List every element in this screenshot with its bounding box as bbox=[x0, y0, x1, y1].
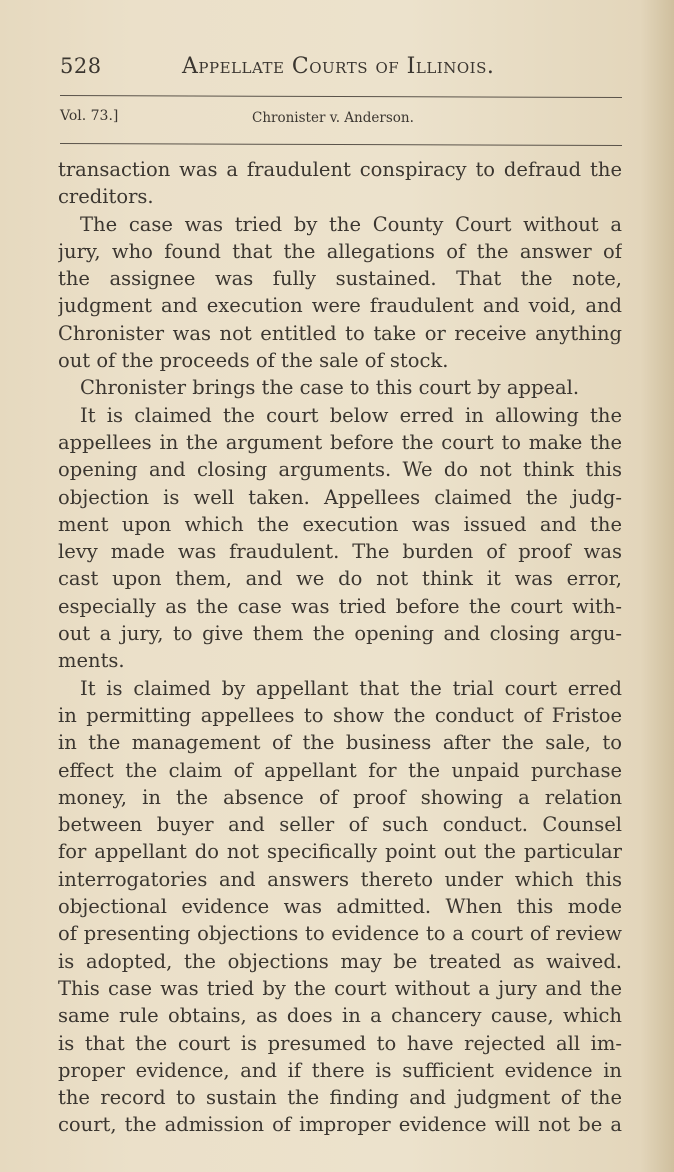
text-line: court, the admission of improper evidence will not be a bbox=[58, 1113, 622, 1137]
case-header bbox=[60, 108, 620, 134]
text-line: proper evidence, and if there is sufficient evidence in bbox=[58, 1058, 622, 1082]
text-line: out of the proceeds of the sale of stock. bbox=[58, 349, 449, 373]
opinion-text bbox=[58, 156, 622, 1139]
page-header bbox=[60, 54, 620, 88]
text-line: the assignee was fully sustained. That the note, bbox=[58, 267, 622, 291]
text-line: objection is well taken. Appellees claimed the judg- bbox=[58, 485, 622, 509]
text-line: jury, who found that the allegations of the answer of bbox=[58, 239, 622, 263]
text-line: creditors. bbox=[58, 185, 154, 209]
volume-label: Vol. 73.] bbox=[60, 108, 119, 124]
text-line: in the management of the business after the sale, to bbox=[58, 731, 622, 755]
text-line: It is claimed the court below erred in allowing the bbox=[80, 403, 622, 427]
text-line: This case was tried by the court without a jury and the bbox=[58, 976, 622, 1000]
subheader-rule bbox=[60, 143, 622, 146]
text-line: Chronister brings the case to this court by appeal. bbox=[80, 376, 580, 400]
text-line: money, in the absence of proof showing a relation bbox=[58, 785, 622, 809]
text-line: judgment and execution were fraudulent and void, and bbox=[58, 294, 622, 318]
text-line: transaction was a fraudulent conspiracy to defraud the bbox=[58, 158, 622, 181]
text-line: of presenting objections to evidence to a court of review bbox=[58, 922, 622, 946]
text-line: the record to sustain the finding and judgment of the bbox=[58, 1086, 622, 1110]
text-line: effect the claim of appellant for the unpaid purchase bbox=[58, 758, 622, 782]
text-line: appellees in the argument before the court to make the bbox=[58, 430, 622, 454]
text-line: It is claimed by appellant that the trial court erred bbox=[80, 676, 622, 700]
text-line: cast upon them, and we do not think it was error, bbox=[58, 567, 622, 591]
case-name: Chronister v. Anderson. bbox=[252, 110, 414, 126]
text-line: Chronister was not entitled to take or receive anything bbox=[58, 321, 622, 345]
running-title: Appellate Courts of Illinois. bbox=[182, 54, 495, 79]
text-line: ments. bbox=[58, 649, 125, 673]
text-line: for appellant do not specifically point out the particular bbox=[58, 840, 622, 864]
text-line: The case was tried by the County Court without a bbox=[80, 212, 622, 236]
text-line: especially as the case was tried before the court with- bbox=[58, 594, 622, 618]
text-line: ment upon which the execution was issued and the bbox=[58, 512, 622, 536]
page-number: 528 bbox=[60, 54, 102, 78]
text-line: opening and closing arguments. We do not think this bbox=[58, 458, 622, 482]
text-line: same rule obtains, as does in a chancery cause, which bbox=[58, 1004, 622, 1028]
text-line: is that the court is presumed to have rejected all im- bbox=[58, 1031, 622, 1055]
text-line: between buyer and seller of such conduct. Counsel bbox=[58, 813, 622, 837]
text-line: in permitting appellees to show the conduct of Fristoe bbox=[58, 703, 622, 727]
text-line: levy made was fraudulent. The burden of proof was bbox=[58, 540, 622, 564]
text-line: objectional evidence was admitted. When this mode bbox=[58, 895, 622, 919]
text-line: out a jury, to give them the opening and closing argu- bbox=[58, 622, 622, 646]
text-line: is adopted, the objections may be treated as waived. bbox=[58, 949, 622, 973]
text-line: interrogatories and answers thereto under which this bbox=[58, 867, 622, 891]
header-rule bbox=[60, 95, 622, 98]
